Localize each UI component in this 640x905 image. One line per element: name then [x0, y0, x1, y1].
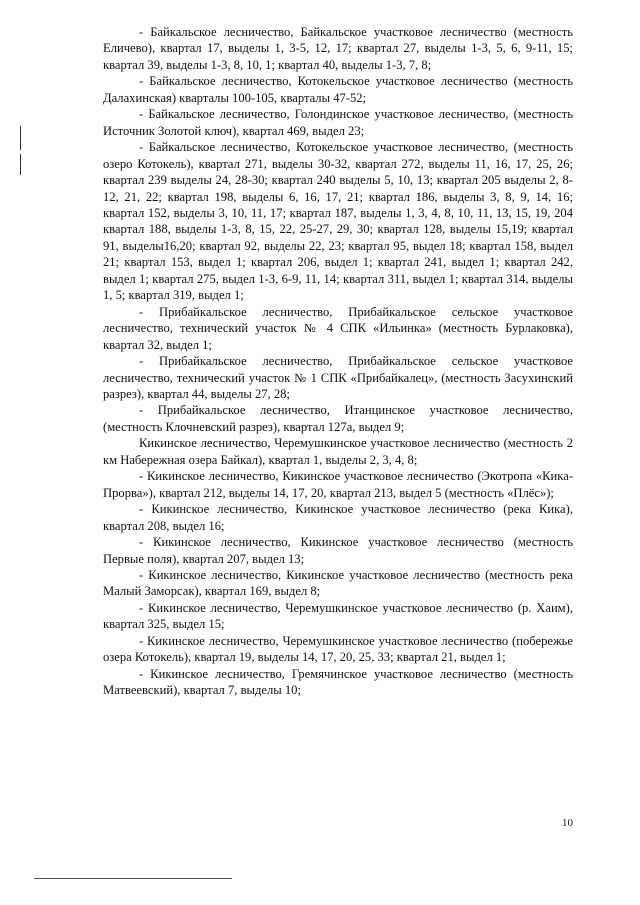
paragraph: - Прибайкальское лесничество, Прибайкальское сельское участковое лесничество, технический участок № 4 СПК «Ильинка» (местность Бурлаковка), квартал 32, выдел 1;	[103, 304, 573, 352]
paragraph: - Кикинское лесничество, Кикинское участковое лесничество (река Кика), квартал 208, выдел 16;	[103, 502, 573, 533]
paragraph: - Кикинское лесничество, Гремячинское участковое лесничество (местность Матвеевский), квартал 7, выделы 10;	[103, 666, 573, 698]
paragraph: - Прибайкальское лесничество, Прибайкальское сельское участковое лесничество, технический участок № 1 СПК «Прибайкалец», (местность Засухинский разрез), квартал 44, выделы 27, 28;	[103, 354, 573, 401]
document-body	[103, 24, 573, 699]
paragraph: - Байкальское лесничество, Котокельское участковое лесничество (местность Далахинская) кварталы 100-105, кварталы 47-52;	[103, 74, 573, 105]
paragraph: - Кикинское лесничество, Черемушкинское участковое лесничество (р. Хаим), квартал 325, выдел 15;	[103, 600, 573, 632]
paragraph: - Кикинское лесничество, Кикинское участковое лесничество (Экотропа «Кика-Прорва»), квартал 212, выделы 14, 17, 20, квартал 213, выдел 5 (местность «Плёс»);	[103, 469, 573, 500]
paragraph: Кикинское лесничество, Черемушкинское участковое лесничество (местность 2 км Набережная озера Байкал), квартал 1, выделы 2, 3, 4, 8;	[103, 436, 573, 467]
revision-margin-bar	[20, 154, 21, 175]
paragraph: - Кикинское лесничество, Кикинское участковое лесничество (местность Первые поля), квартал 207, выдел 13;	[103, 535, 573, 566]
paragraph: - Кикинское лесничество, Кикинское участковое лесничество (местность река Малый Заморсак), квартал 169, выдел 8;	[103, 567, 573, 599]
paragraph: - Байкальское лесничество, Голондинское участковое лесничество, (местность Источник Золотой ключ), квартал 469, выдел 23;	[103, 107, 573, 138]
paragraph: - Прибайкальское лесничество, Итанцинское участковое лесничество, (местность Клочневский разрез), квартал 127а, выдел 9;	[103, 403, 573, 434]
paragraph: - Кикинское лесничество, Черемушкинское участковое лесничество (побережье озера Котокель), квартал 19, выделы 14, 17, 20, 25, 33; квартал 21, выдел 1;	[103, 633, 573, 665]
paragraph: - Байкальское лесничество, Котокельское участковое лесничество, (местность озеро Котокель), квартал 271, выделы 30-32, квартал 272, выделы 11, 16, 17, 25, 26; квартал 239 выделы 24, 28-30; квартал 240 выделы 5, 10, 13; квартал 205 выделы 2, 8-12, 21, 22; квартал 198, выделы 6, 16, 17, 21; квартал 186, выделы 3, 8, 9, 14, 16; квартал 152, выделы 3, 10, 11, 17; квартал 187, выделы 1, 3, 4, 8, 10, 11, 13, 15, 19, 204 квартал 188, выделы 1-3, 8, 15, 22, 25-27, 29, 30; квартал 128, выделы 15,19; квартал 91, выделы16,20; квартал 92, выделы 22, 23; квартал 95, выдел 18; квартал 158, выдел 21; квартал 153, выдел 1; квартал 206, выдел 1; квартал 241, выдел 1; квартал 242, выдел 1; квартал 275, выдел 1-3, 6-9, 11, 14; квартал 311, выдел 1; квартал 314, выделы 1, 5; квартал 319, выдел 1;	[103, 140, 573, 303]
paragraph: - Байкальское лесничество, Байкальское участковое лесничество (местность Еличево), квартал 17, выделы 1, 3-5, 12, 17; квартал 27, выделы 1-3, 5, 6, 9-11, 15; квартал 39, выделы 1-3, 8, 10, 1; квартал 40, выделы 1-3, 7, 8;	[103, 25, 573, 72]
footnote-separator	[34, 878, 232, 879]
revision-margin-bar	[20, 126, 21, 150]
page-number: 10	[562, 817, 573, 829]
